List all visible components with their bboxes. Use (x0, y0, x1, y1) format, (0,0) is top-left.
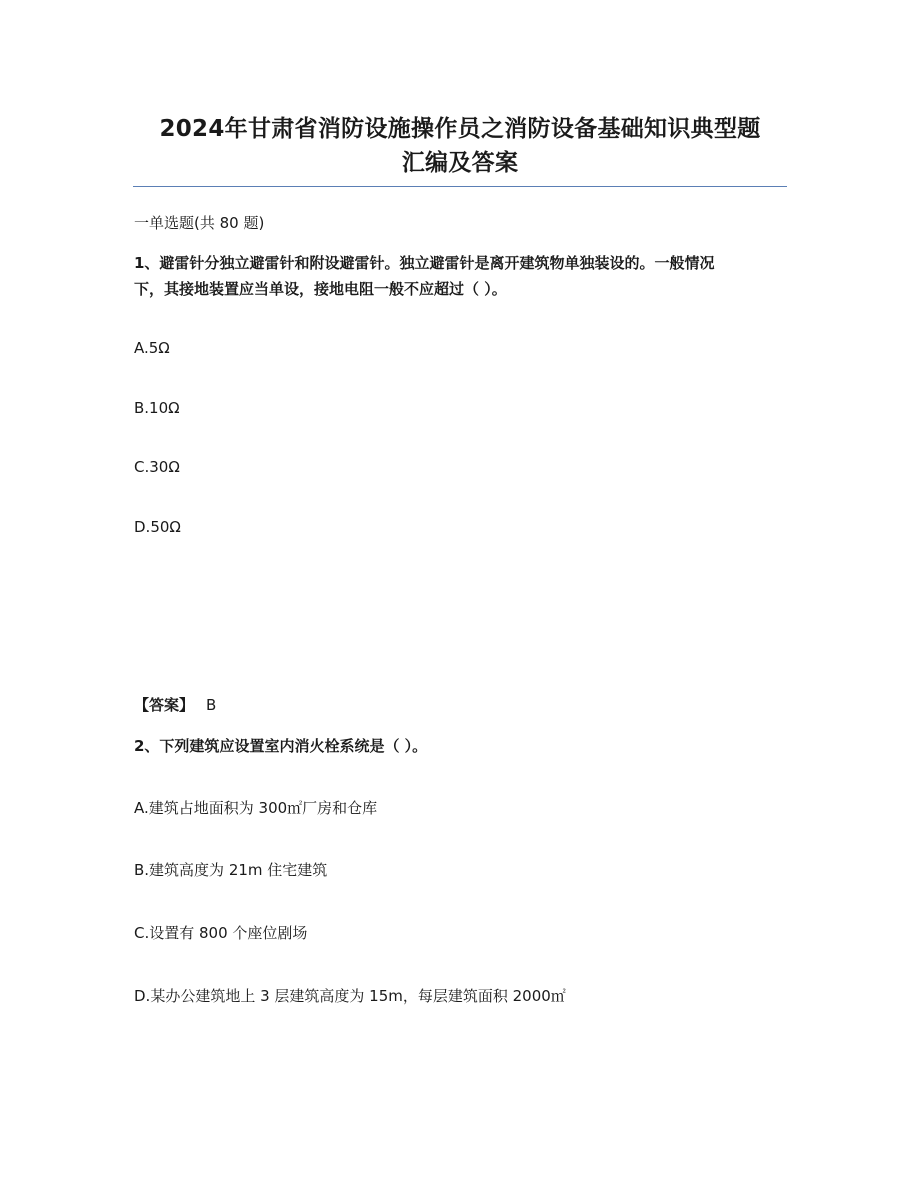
answer-value: B (206, 696, 217, 714)
question-1-answer (134, 694, 216, 716)
question-2-option-c: C.设置有 800 个座位剧场 (134, 924, 308, 942)
title-line-1: 2024年甘肃省消防设施操作员之消防设备基础知识典型题 (159, 116, 761, 142)
question-2-text (134, 733, 784, 759)
title-divider (133, 186, 787, 187)
question-2-option-a: A.建筑占地面积为 300㎡厂房和仓库 (134, 799, 378, 817)
question-1-option-c: C.30Ω (134, 458, 180, 476)
question-1-line-1: 1、避雷针分独立避雷针和附设避雷针。独立避雷针是离开建筑物单独装设的。一般情况 (134, 254, 715, 272)
question-1-text (134, 250, 784, 302)
question-2-option-b: B.建筑高度为 21m 住宅建筑 (134, 861, 328, 879)
question-1-line-2: 下，其接地装置应当单设，接地电阻一般不应超过（ ）。 (134, 280, 507, 298)
answer-label: 【答案】 (134, 696, 195, 714)
section-heading: 一单选题(共 80 题) (134, 214, 265, 232)
question-2-option-d: D.某办公建筑地上 3 层建筑高度为 15m，每层建筑面积 2000㎡ (134, 987, 566, 1005)
document-title (133, 112, 787, 180)
title-line-2: 汇编及答案 (401, 150, 519, 176)
question-1-option-a: A.5Ω (134, 339, 170, 357)
question-2-line-1: 2、下列建筑应设置室内消火栓系统是（ ）。 (134, 737, 428, 755)
question-1-option-b: B.10Ω (134, 399, 180, 417)
question-1-option-d: D.50Ω (134, 518, 181, 536)
